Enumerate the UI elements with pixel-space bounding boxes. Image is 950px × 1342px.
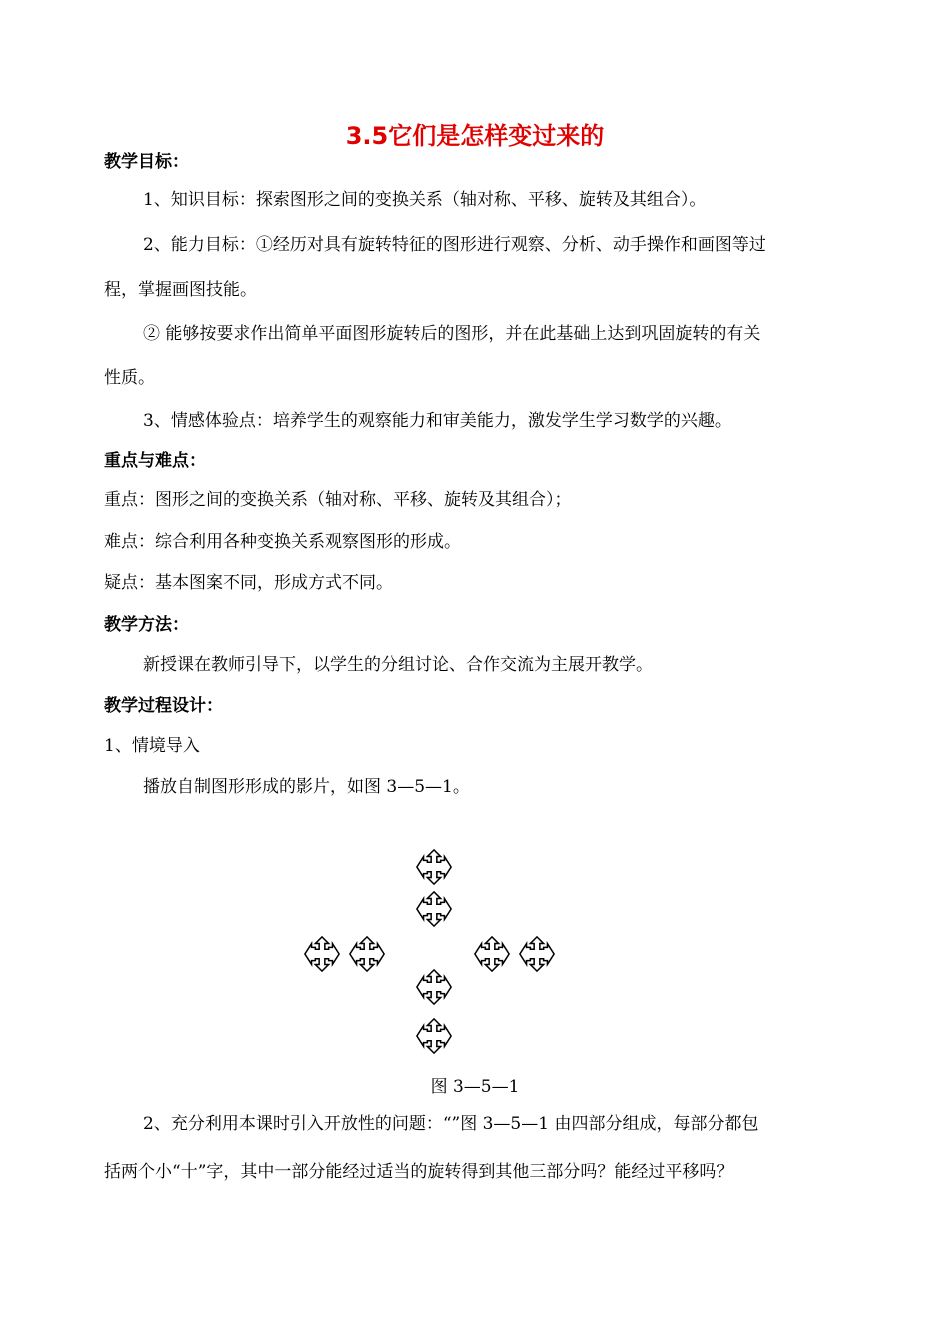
step-2-line-1: 2、充分利用本课时引入开放性的问题：“”图 3—5—1 由四部分组成，每部分都包 — [143, 1114, 759, 1134]
key-point: 重点：图形之间的变换关系（轴对称、平移、旋转及其组合）； — [104, 490, 572, 510]
goal-2-line-3: ② 能够按要求作出简单平面图形旋转后的图形，并在此基础上达到巩固旋转的有关 — [143, 324, 761, 344]
cross-arrow-icon — [417, 850, 451, 884]
process-heading: 教学过程设计： — [104, 696, 223, 716]
step-2-line-2: 括两个小“十”字，其中一部分能经过适当的旋转得到其他三部分吗？能经过平移吗？ — [104, 1162, 734, 1182]
cross-arrow-icon — [417, 1019, 451, 1053]
method-text: 新授课在教师引导下，以学生的分组讨论、合作交流为主展开教学。 — [143, 655, 653, 675]
method-heading: 教学方法： — [104, 615, 189, 635]
step-1-text: 播放自制图形形成的影片，如图 3—5—1。 — [143, 777, 470, 797]
goal-2-line-2: 程，掌握画图技能。 — [104, 280, 257, 300]
goals-heading: 教学目标： — [104, 152, 189, 172]
cross-arrow-icon — [475, 937, 509, 971]
cross-arrow-icon — [350, 937, 384, 971]
figure-3-5-1 — [290, 840, 570, 1070]
page-title: 3.5它们是怎样变过来的 — [345, 122, 605, 150]
step-1: 1、情境导入 — [104, 736, 200, 756]
cross-arrow-icon — [305, 937, 339, 971]
figure-caption: 图 3—5—1 — [430, 1077, 520, 1097]
goal-3: 3、情感体验点：培养学生的观察能力和审美能力，激发学生学习数学的兴趣。 — [143, 411, 732, 431]
difficult-point: 难点：综合利用各种变换关系观察图形的形成。 — [104, 532, 461, 552]
goal-2-line-1: 2、能力目标：①经历对具有旋转特征的图形进行观察、分析、动手操作和画图等过 — [143, 235, 766, 255]
goal-2-line-4: 性质。 — [104, 368, 155, 388]
key-heading: 重点与难点： — [104, 451, 206, 471]
doubt-point: 疑点：基本图案不同，形成方式不同。 — [104, 573, 393, 593]
cross-arrow-icon — [417, 892, 451, 926]
cross-arrow-icon — [520, 937, 554, 971]
cross-arrow-icon — [417, 970, 451, 1004]
goal-1: 1、知识目标：探索图形之间的变换关系（轴对称、平移、旋转及其组合）。 — [143, 190, 707, 210]
